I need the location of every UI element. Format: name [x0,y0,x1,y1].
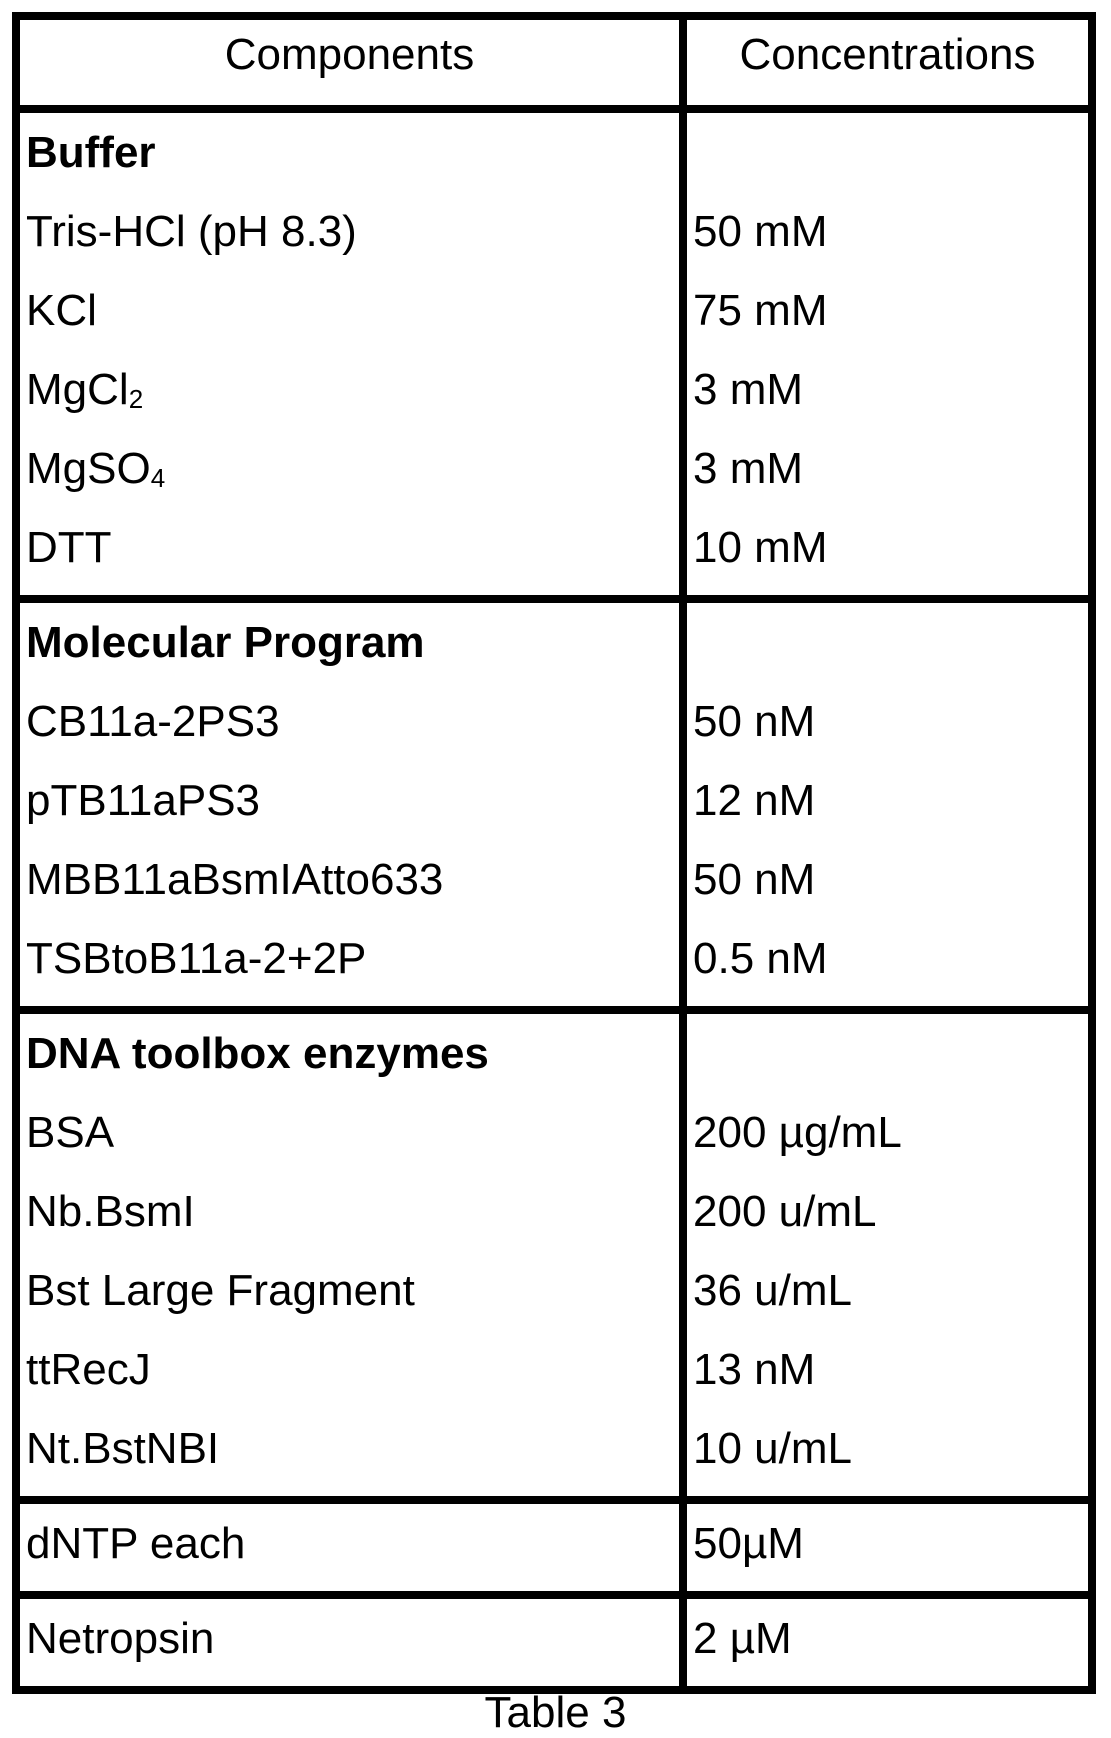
concentration-cell: 50µM [687,1504,1088,1583]
component-cell [20,192,679,271]
table-section [20,603,1088,1014]
component-name: ttRecJ [26,1345,151,1394]
component-name: pTB11aPS3 [26,776,260,825]
table-caption: Table 3 [0,1688,1111,1738]
component-cell [20,1504,679,1583]
subscript: 2 [129,384,143,414]
component-cell [20,1251,679,1330]
component-name: MgSO [26,444,151,493]
table-header [20,20,1088,113]
section-title: DNA toolbox enzymes [20,1014,679,1093]
component-name: Bst Large Fragment [26,1266,415,1315]
concentration-cell: 2 µM [687,1599,1088,1678]
header-concentrations: Concentrations [687,20,1088,105]
empty-cell [687,113,1088,192]
component-cell [20,1599,679,1678]
concentration-cell: 10 mM [687,508,1088,587]
concentration-cell: 0.5 nM [687,919,1088,998]
concentration-cell: 12 nM [687,761,1088,840]
component-name: KCl [26,286,97,335]
section-title: Molecular Program [20,603,679,682]
concentration-cell: 75 mM [687,271,1088,350]
empty-cell [687,603,1088,682]
empty-cell [687,1014,1088,1093]
component-cell [20,1409,679,1488]
concentration-cell: 36 u/mL [687,1251,1088,1330]
component-cell [20,1330,679,1409]
component-name: MBB11aBsmIAtto633 [26,855,443,904]
component-name: dNTP each [26,1519,245,1568]
concentration-cell: 13 nM [687,1330,1088,1409]
component-cell [20,1093,679,1172]
component-cell [20,840,679,919]
concentration-cell: 50 nM [687,682,1088,761]
component-name: Tris-HCl (pH 8.3) [26,207,357,256]
subscript: 4 [151,463,165,493]
table-section [20,1599,1088,1686]
component-cell [20,429,679,508]
component-name: DTT [26,523,112,572]
component-name: Nb.BsmI [26,1187,195,1236]
component-cell [20,350,679,429]
components-table [12,12,1096,1694]
header-components: Components [20,20,679,105]
component-name: Nt.BstNBI [26,1424,219,1473]
component-name: TSBtoB11a-2+2P [26,934,366,983]
table-section [20,1014,1088,1504]
component-name: Netropsin [26,1614,214,1663]
table-section [20,1504,1088,1599]
component-name: BSA [26,1108,114,1157]
concentration-cell: 3 mM [687,350,1088,429]
table-section [20,113,1088,603]
concentration-cell: 3 mM [687,429,1088,508]
concentration-cell: 200 µg/mL [687,1093,1088,1172]
concentration-cell: 10 u/mL [687,1409,1088,1488]
component-name: CB11a-2PS3 [26,697,280,746]
section-title: Buffer [20,113,679,192]
component-cell [20,919,679,998]
concentration-cell: 200 u/mL [687,1172,1088,1251]
component-name: MgCl [26,365,129,414]
concentration-cell: 50 mM [687,192,1088,271]
component-cell [20,271,679,350]
component-cell [20,761,679,840]
component-cell [20,508,679,587]
component-cell [20,682,679,761]
concentration-cell: 50 nM [687,840,1088,919]
component-cell [20,1172,679,1251]
